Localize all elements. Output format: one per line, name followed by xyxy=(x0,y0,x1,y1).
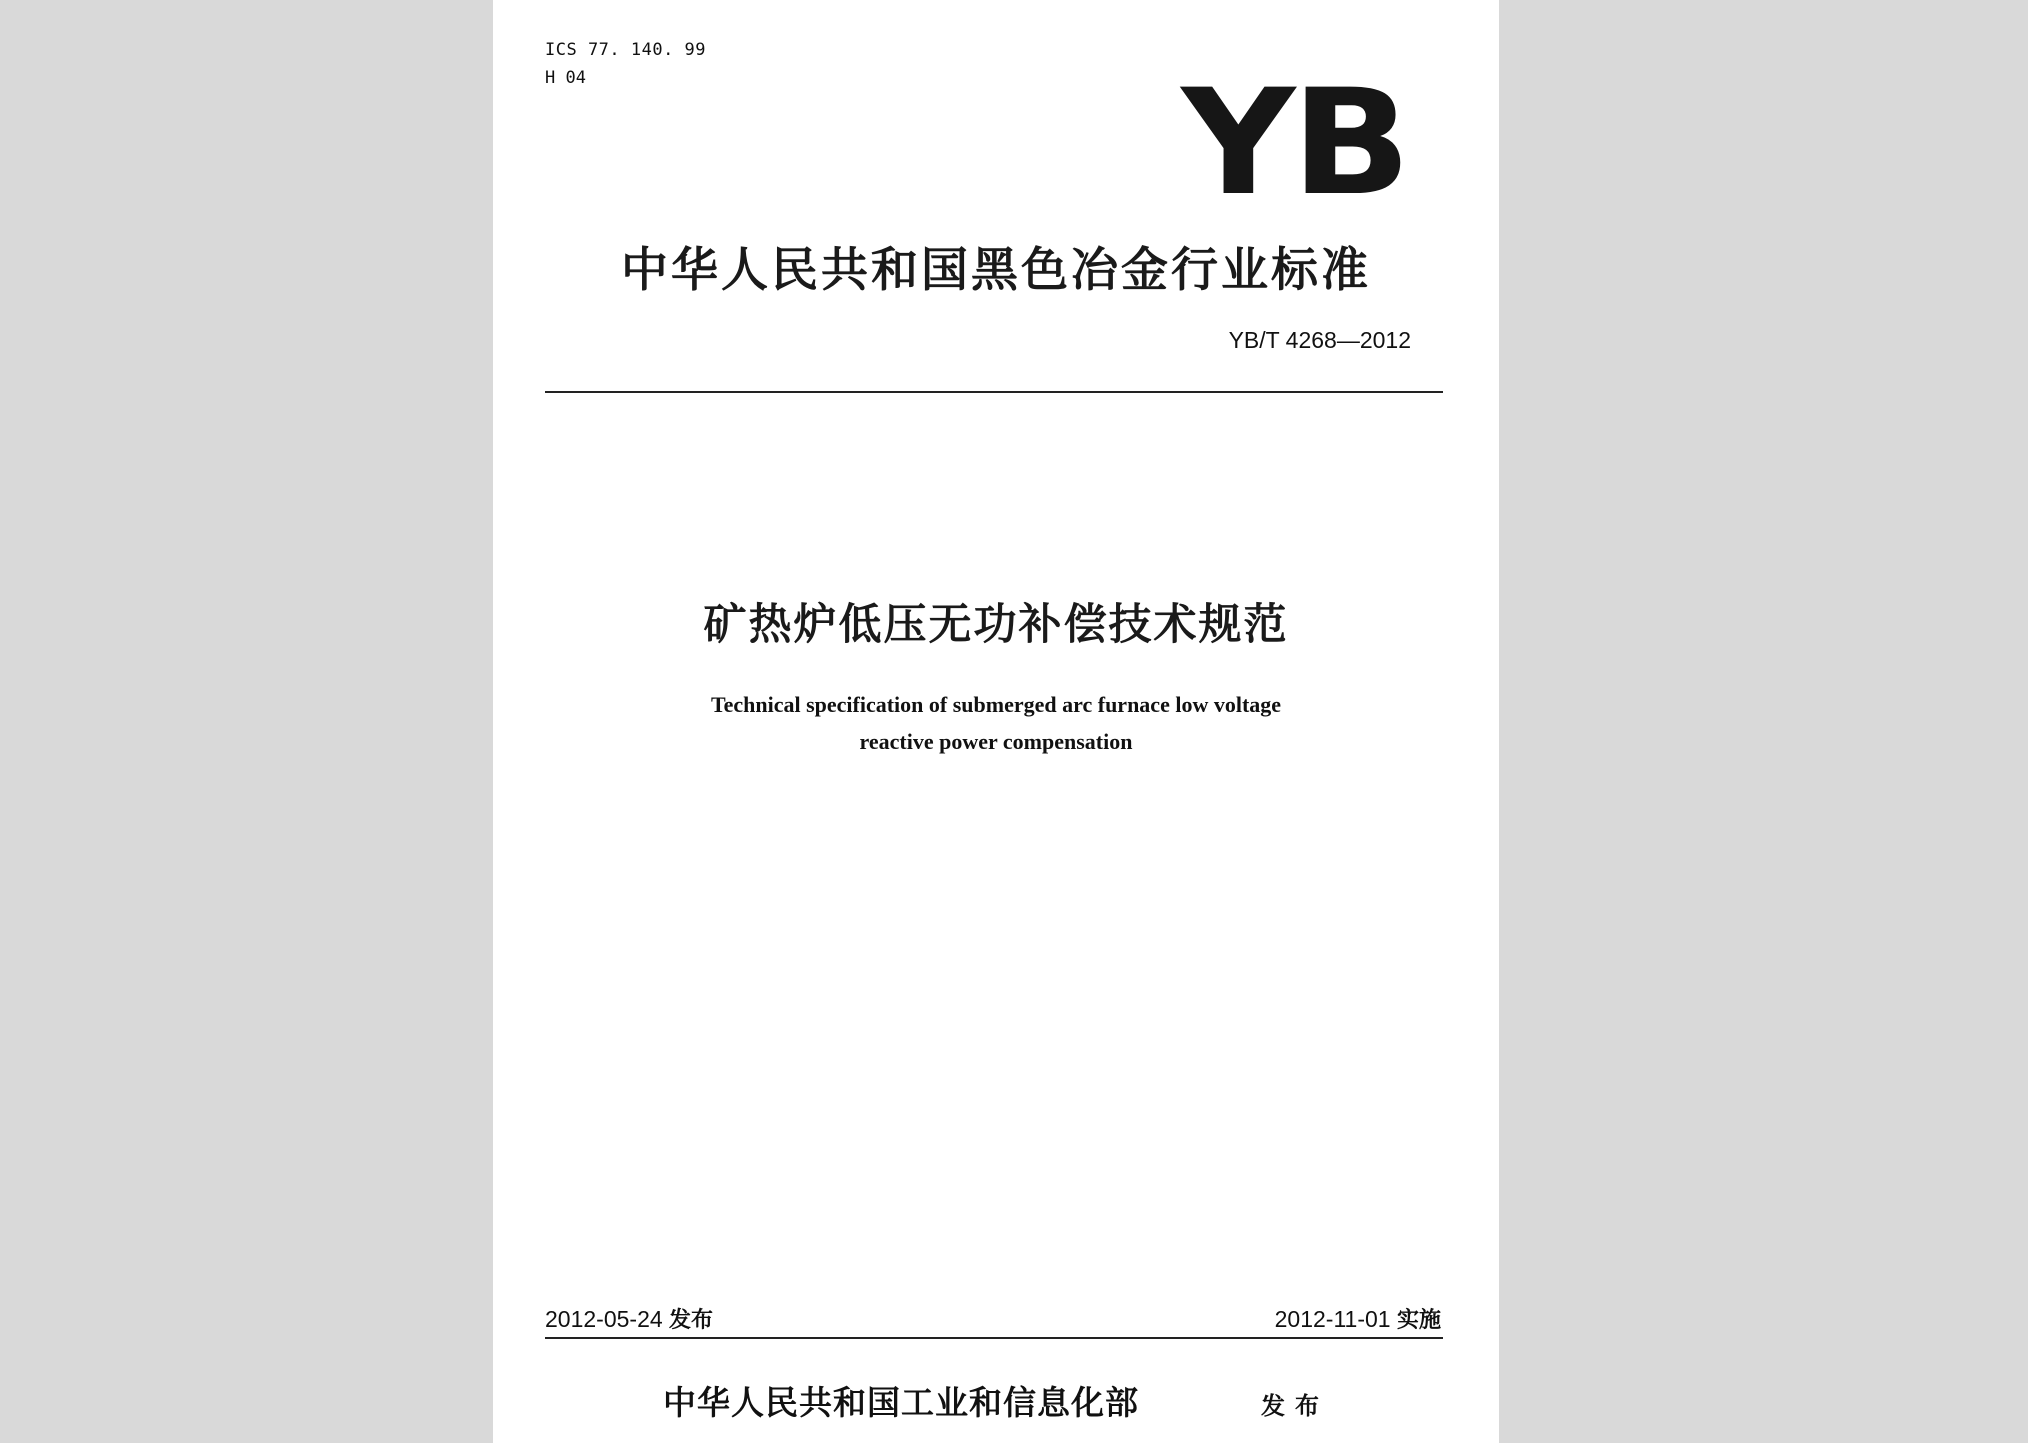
document-page xyxy=(493,0,1499,1443)
document-title-english-line1: Technical specification of submerged arc furnace low voltage xyxy=(710,692,1282,717)
classification-code: H 04 xyxy=(545,68,586,88)
document-title-chinese: 矿热炉低压无功补偿技术规范 xyxy=(703,600,1289,650)
effective-date: 2012-11-01 xyxy=(1274,1306,1391,1332)
document-title-english-line2: reactive power compensation xyxy=(859,729,1133,754)
yb-logo: YB xyxy=(1181,58,1407,228)
effective-date-block xyxy=(1275,1305,1441,1335)
issue-date: 2012-05-24 xyxy=(545,1306,663,1332)
footer-divider xyxy=(545,1337,1443,1339)
issuing-authority: 中华人民共和国工业和信息化部 xyxy=(663,1383,1139,1422)
standard-body-title: 中华人民共和国黑色冶金行业标准 xyxy=(621,243,1371,298)
standard-number: YB/T 4268—2012 xyxy=(1228,327,1411,353)
ics-code: ICS 77. 140. 99 xyxy=(545,40,707,60)
issue-label: 发布 xyxy=(669,1308,714,1333)
effective-label: 实施 xyxy=(1396,1308,1441,1333)
issuing-action: 发布 xyxy=(1261,1392,1329,1420)
header-divider xyxy=(545,391,1443,393)
issue-date-block xyxy=(545,1305,713,1335)
